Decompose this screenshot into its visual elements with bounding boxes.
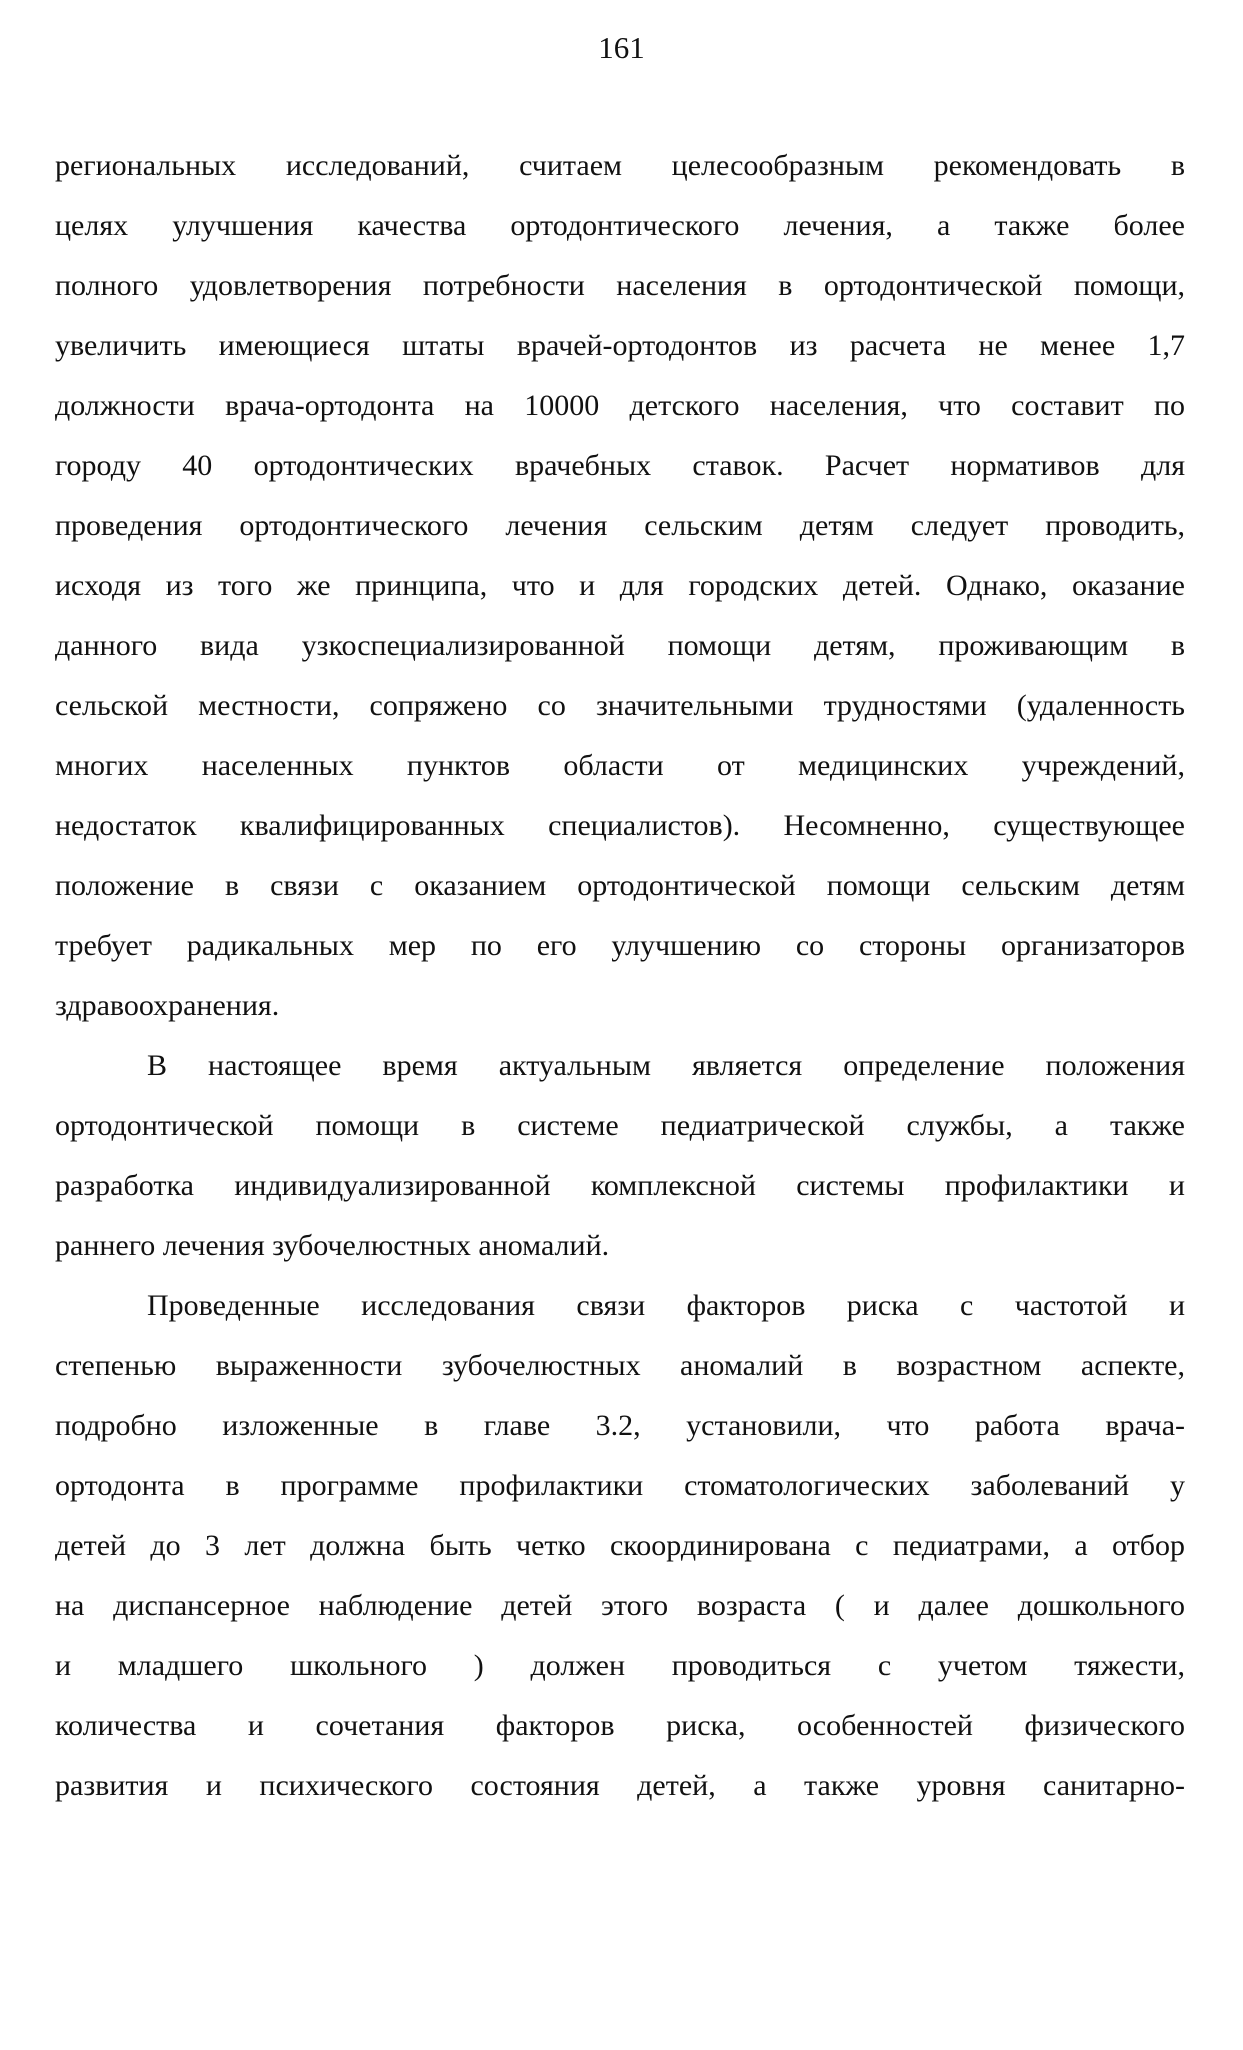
text-line: проведения ортодонтического лечения сельским детям следует проводить, [55,509,1185,542]
text-line: многих населенных пунктов области от медицинских учреждений, [55,749,1185,782]
text-line: ортодонта в программе профилактики стоматологических заболеваний у [55,1469,1185,1502]
text-line: увеличить имеющиеся штаты врачей-ортодонтов из расчета не менее 1,7 [55,329,1185,362]
paragraph-3 [55,1276,1185,1816]
text-line: здравоохранения. [55,989,280,1022]
text-line: степенью выраженности зубочелюстных аномалий в возрастном аспекте, [55,1349,1185,1382]
text-line: целях улучшения качества ортодонтического лечения, а также более [55,209,1185,242]
text-line: региональных исследований, считаем целесообразным рекомендовать в [55,149,1185,182]
page-number: 161 [598,30,645,65]
text-line: ортодонтической помощи в системе педиатрической службы, а также [55,1109,1185,1142]
text-line: положение в связи с оказанием ортодонтической помощи сельским детям [55,869,1185,902]
text-line: Проведенные исследования связи факторов риска с частотой и [147,1289,1185,1322]
text-line: полного удовлетворения потребности населения в ортодонтической помощи, [55,269,1185,302]
text-line: сельской местности, сопряжено со значительными трудностями (удаленность [55,689,1185,722]
text-line: на диспансерное наблюдение детей этого возраста ( и далее дошкольного [55,1589,1185,1622]
text-line: количества и сочетания факторов риска, особенностей физического [55,1709,1185,1742]
text-line: данного вида узкоспециализированной помощи детям, проживающим в [55,629,1185,662]
text-line: городу 40 ортодонтических врачебных ставок. Расчет нормативов для [55,449,1185,482]
text-line: подробно изложенные в главе 3.2, установили, что работа врача- [55,1409,1185,1442]
text-line: и младшего школьного ) должен проводиться с учетом тяжести, [55,1649,1185,1682]
text-line: требует радикальных мер по его улучшению со стороны организаторов [55,929,1185,962]
text-line: развития и психического состояния детей, а также уровня санитарно- [55,1769,1185,1802]
text-line: В настоящее время актуальным является определение положения [147,1049,1185,1082]
text-line: должности врача-ортодонта на 10000 детского населения, что составит по [55,389,1185,422]
text-line: разработка индивидуализированной комплексной системы профилактики и [55,1169,1185,1202]
paragraph-1 [55,136,1185,1036]
paragraph-2 [55,1036,1185,1276]
text-line: раннего лечения зубочелюстных аномалий. [55,1229,610,1262]
body-text [55,136,1185,1816]
text-line: исходя из того же принципа, что и для городских детей. Однако, оказание [55,569,1185,602]
text-line: недостаток квалифицированных специалистов). Несомненно, существующее [55,809,1185,842]
text-line: детей до 3 лет должна быть четко скоординирована с педиатрами, а отбор [55,1529,1185,1562]
